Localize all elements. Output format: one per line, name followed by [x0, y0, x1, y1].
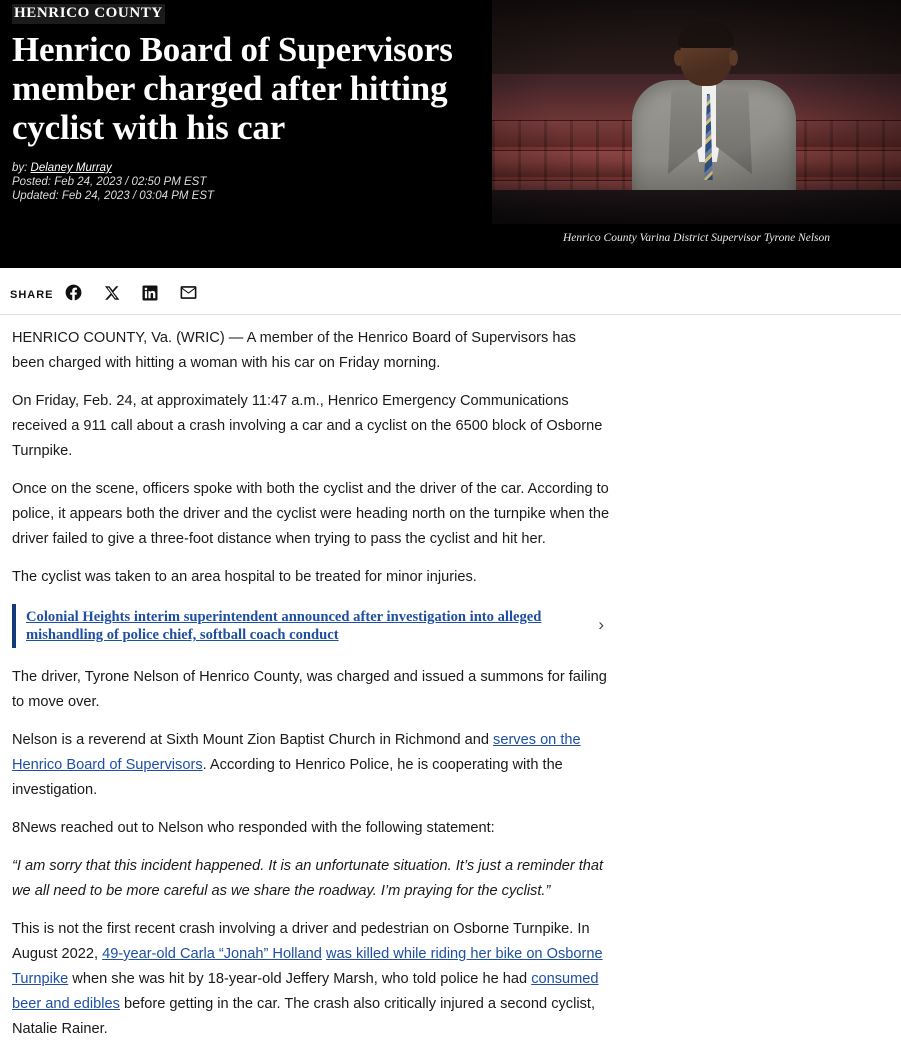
- statement-quote: “I am sorry that this incident happened. It is an unfortunate situation. It’s just a reminder that we all need to be more careful as we share the roadway. I’m praying for the cyclist.”: [12, 858, 604, 899]
- share-icon-list: [64, 283, 198, 307]
- share-label: SHARE: [10, 289, 54, 301]
- photo-caption: Henrico County Varina District Supervisor Tyrone Nelson: [562, 232, 831, 244]
- related-article-link[interactable]: Colonial Heights interim superintendent announced after investigation into alleged mishandling of police chief, softball coach conduct: [26, 609, 542, 643]
- paragraph-6: [12, 728, 612, 803]
- beer-edibles-link[interactable]: consumed beer and edibles: [12, 971, 599, 1012]
- facebook-icon[interactable]: [64, 283, 83, 307]
- article-body: [12, 326, 612, 1055]
- hero-media: [492, 0, 901, 255]
- posted-timestamp: Posted: Feb 24, 2023 / 02:50 PM EST: [12, 176, 207, 188]
- paragraph-7: 8News reached out to Nelson who responded with the following statement:: [12, 820, 495, 836]
- byline: [12, 161, 482, 203]
- paragraph-5: The driver, Tyrone Nelson of Henrico County, was charged and issued a summons for failing to move over.: [12, 669, 607, 710]
- paragraph-9-pre: This is not the first recent crash involving a driver and pedestrian on Osborne Turnpike. In August 2022,: [12, 921, 590, 962]
- hero-text-block: [12, 4, 482, 203]
- paragraph-2: On Friday, Feb. 24, at approximately 11:47 a.m., Henrico Emergency Communications received a 911 call about a crash involving a car and a cyclist on the 6500 block of Osborne Turnpike.: [12, 393, 603, 459]
- paragraph-4: The cyclist was taken to an area hospital to be treated for minor injuries.: [12, 569, 477, 585]
- linkedin-icon[interactable]: [141, 284, 159, 307]
- paragraph-6-pre: Nelson is a reverend at Sixth Mount Zion Baptist Church in Richmond and: [12, 732, 494, 748]
- byline-label: by:: [12, 162, 28, 174]
- updated-timestamp: Updated: Feb 24, 2023 / 03:04 PM EST: [12, 190, 215, 202]
- paragraph-1: HENRICO COUNTY, Va. (WRIC) — A member of the Henrico Board of Supervisors has been charged with hitting a woman with his car on Friday morning.: [12, 330, 576, 371]
- paragraph-9-mid2: when she was hit by 18-year-old Jeffery Marsh, who told police he had: [68, 971, 532, 987]
- paragraph-9: [12, 917, 612, 1042]
- paragraph-9-post: before getting in the car. The crash also critically injured a second cyclist, Natalie Rainer.: [12, 996, 595, 1037]
- x-twitter-icon[interactable]: [103, 284, 121, 307]
- byline-author[interactable]: Delaney Murray: [30, 162, 112, 174]
- carla-holland-link[interactable]: 49-year-old Carla “Jonah” Holland: [102, 946, 322, 962]
- paragraph-6-post: . According to Henrico Police, he is cooperating with the investigation.: [12, 757, 563, 798]
- chevron-right-icon[interactable]: ›: [598, 615, 604, 634]
- category-kicker[interactable]: HENRICO COUNTY: [12, 4, 165, 24]
- related-article-box[interactable]: [12, 604, 608, 648]
- page-title: Henrico Board of Supervisors member charged after hitting cyclist with his car: [12, 30, 453, 147]
- email-icon[interactable]: [179, 283, 198, 307]
- hero-section: [0, 0, 901, 268]
- share-bar: [0, 276, 901, 315]
- killed-riding-bike-link[interactable]: was killed while riding her bike on Osborne Turnpike: [12, 946, 603, 987]
- board-of-supervisors-link[interactable]: serves on the Henrico Board of Supervisors: [12, 732, 581, 773]
- hero-photo: [492, 0, 901, 224]
- paragraph-3: Once on the scene, officers spoke with both the cyclist and the driver of the car. According to police, it appears both the driver and the cyclist were heading north on the turnpike when the driver failed to give a three-foot distance when trying to pass the cyclist and hit her.: [12, 481, 610, 547]
